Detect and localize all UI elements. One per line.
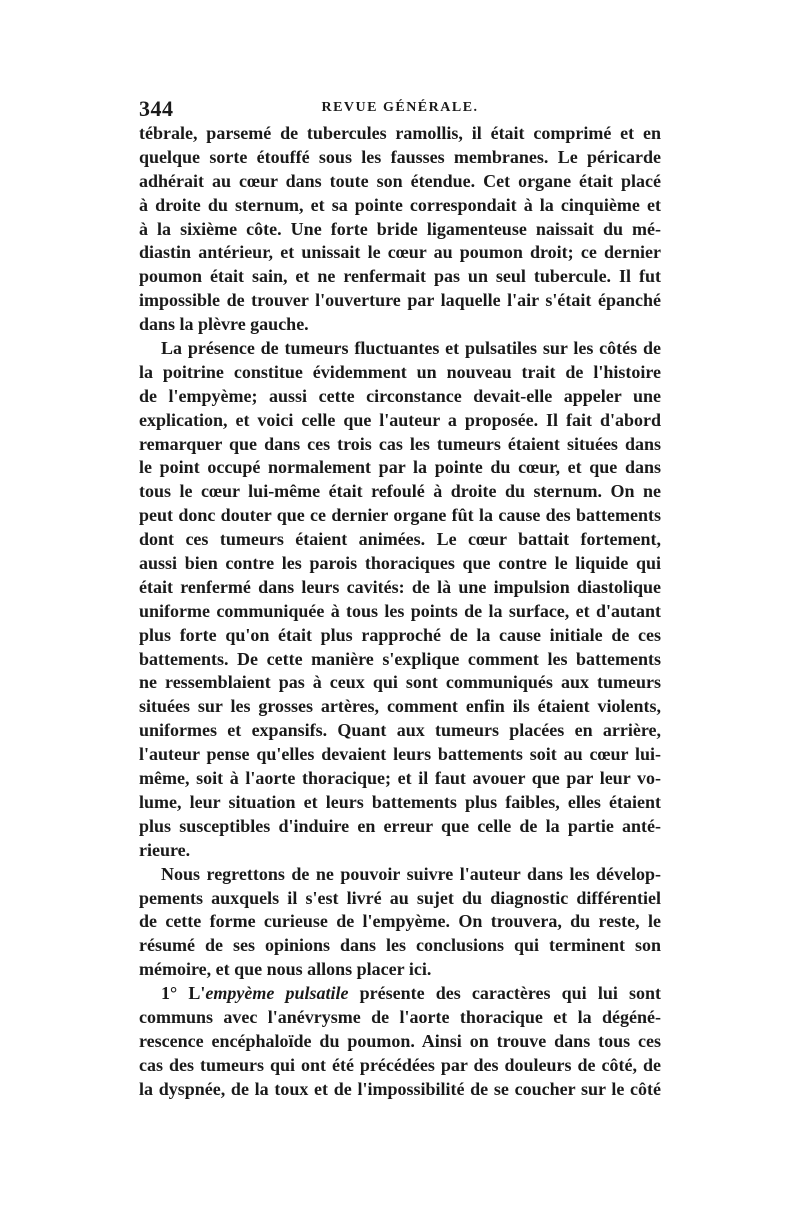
italic-term: empyème pulsatile [205,983,349,1004]
text-line: la poitrine constitue évidemment un nouveau trait de l'histoire [139,361,661,382]
text-line: uniformes et expansifs. Quant aux tumeurs placées en arrière, [139,720,661,741]
text-line: remarquer que dans ces trois cas les tumeurs étaient situées dans [139,433,661,454]
text-line: rieure. [139,839,191,860]
text-line: situées sur les grosses artères, comment enfin ils étaient violents, [139,696,661,717]
text-line: uniforme communiquée à tous les points de la surface, et d'autant [139,600,661,621]
text-line: diastin antérieur, et unissait le cœur au poumon droit; ce dernier [139,242,661,263]
text-line [139,982,661,1006]
text-line: rescence encéphaloïde du poumon. Ainsi on trouve dans tous ces [139,1030,661,1051]
text-line: adhérait au cœur dans toute son étendue. Cet organe était placé [139,170,661,191]
text-line: la dyspnée, de la toux et de l'impossibilité de se coucher sur le côté [139,1078,661,1099]
text-line: La présence de tumeurs fluctuantes et pulsatiles sur les côtés de [161,338,661,359]
text-line: quelque sorte étouffé sous les fausses membranes. Le péricarde [139,146,661,167]
text-line: battements. De cette manière s'explique comment les battements [139,648,661,669]
text-line: à la sixième côte. Une forte bride ligamenteuse naissait du mé- [139,218,661,239]
text-line: était renfermé dans leurs cavités: de là une impulsion diastolique [139,576,661,597]
text-line: plus forte qu'on était plus rapproché de la cause initiale de ces [139,624,661,645]
page-number: 344 [139,96,174,121]
text-line: le point occupé normalement par la pointe du cœur, et que dans [139,457,661,478]
text-line: tous le cœur lui-même était refoulé à droite du sternum. On ne [139,481,661,502]
text-line: dans la plèvre gauche. [139,314,309,335]
text-line: explication, et voici celle que l'auteur a proposée. Il fait d'abord [139,409,661,430]
text-line: mémoire, et que nous allons placer ici. [139,959,432,980]
text-line: peut donc douter que ce dernier organe fût la cause des battements [139,505,661,526]
running-head [139,96,661,120]
text-line: lume, leur situation et leurs battements plus faibles, elles étaient [139,791,661,812]
text-line-prefix: 1° L' [161,983,206,1004]
text-line-suffix: présente des caractères qui lui sont [348,983,661,1004]
text-line: pements auxquels il s'est livré au sujet du diagnostic différentiel [139,887,661,908]
text-line: de l'empyème; aussi cette circonstance devait-elle appeler une [139,385,661,406]
text-line: l'auteur pense qu'elles devaient leurs battements soit au cœur lui- [139,744,661,765]
text-line: aussi bien contre les parois thoraciques que contre le liquide qui [139,553,661,574]
text-line: même, soit à l'aorte thoracique; et il faut avouer que par leur vo- [139,768,661,789]
body-text [139,122,661,1102]
text-line: plus susceptibles d'induire en erreur que celle de la partie anté- [139,815,661,836]
text-line: dont ces tumeurs étaient animées. Le cœur battait fortement, [139,529,661,550]
text-line: poumon était sain, et ne renfermait pas un seul tubercule. Il fut [139,266,661,287]
text-line: Nous regrettons de ne pouvoir suivre l'auteur dans les dévelop- [161,863,661,884]
text-line: communs avec l'anévrysme de l'aorte thoracique et la dégéné- [139,1006,661,1027]
text-line: de cette forme curieuse de l'empyème. On trouvera, du reste, le [139,911,661,932]
text-line: cas des tumeurs qui ont été précédées par des douleurs de côté, de [139,1054,661,1075]
text-line: ne ressemblaient pas à ceux qui sont communiqués aux tumeurs [139,672,661,693]
journal-title: REVUE GÉNÉRALE. [321,100,479,115]
text-line: impossible de trouver l'ouverture par laquelle l'air s'était épanché [139,290,661,311]
text-line: à droite du sternum, et sa pointe correspondait à la cinquième et [139,194,661,215]
text-line: résumé de ses opinions dans les conclusions qui terminent son [139,935,661,956]
text-line: tébrale, parsemé de tubercules ramollis, il était comprimé et en [139,123,661,143]
